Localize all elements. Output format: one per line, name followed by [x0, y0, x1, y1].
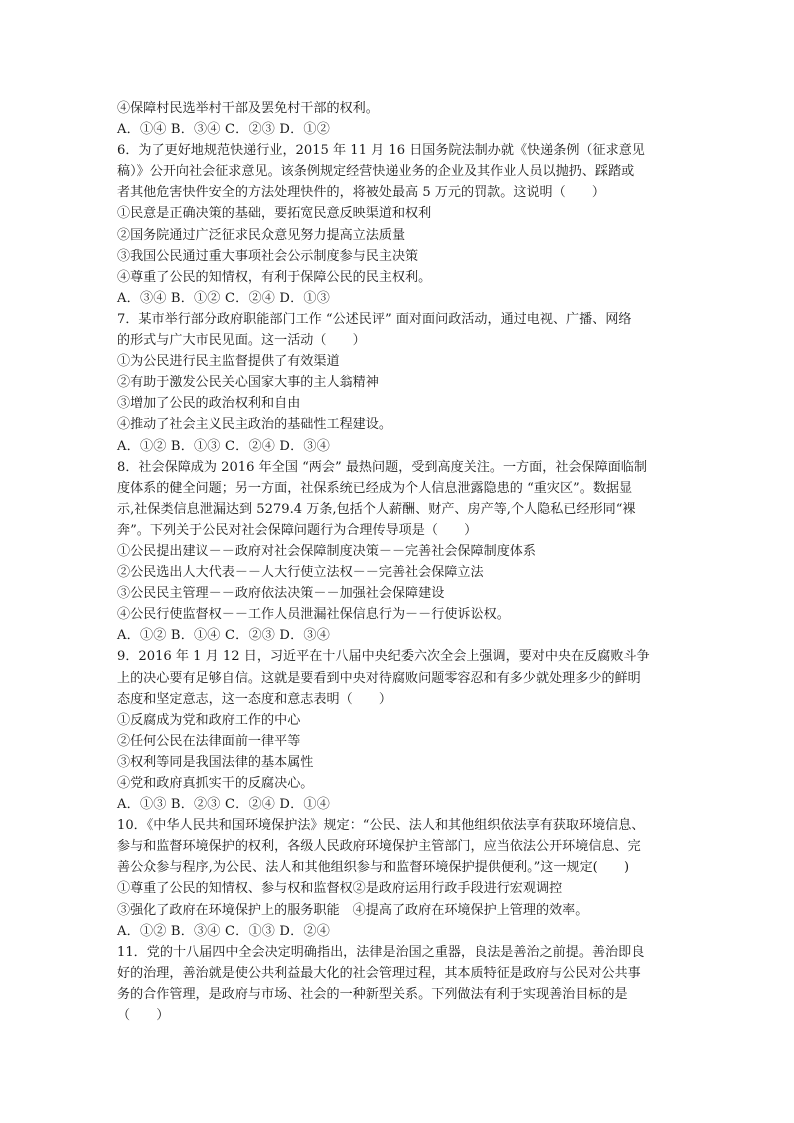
question-9-stem: 态度和坚定意志，这一态度和意志表明（ ）	[117, 691, 392, 707]
question-6-stem: 6．为了更好地规范快递行业，2015 年 11 月 16 日国务院法制办就《快递条例（征求意见	[117, 143, 645, 159]
answer-choices: A．①② B．①④ C．②③ D．③④	[117, 628, 331, 644]
question-11-stem: 好的治理，善治就是使公共利益最大化的社会管理过程，其本质特征是政府与公民对公共事	[117, 965, 641, 981]
question-8-stem: 示,社保类信息泄漏达到 5279.4 万条,包括个人薪酬、财产、房产等,个人隐私已经形同“裸	[117, 501, 636, 517]
answer-choices: A．①③ B．②③ C．②④ D．①④	[117, 797, 331, 813]
option-line: ②任何公民在法律面前一律平等	[117, 733, 301, 749]
option-line: ④尊重了公民的知情权，有利于保障公民的民主权利。	[117, 269, 432, 285]
option-line: ④保障村民选举村干部及罢免村干部的权利。	[117, 101, 379, 116]
option-line: ①公民提出建议－－政府对社会保障制度决策－－完善社会保障制度体系	[117, 543, 536, 559]
document-page	[117, 98, 679, 1026]
option-line: ③公民民主管理－－政府依法决策－－加强社会保障建设	[117, 586, 445, 602]
option-line: ②国务院通过广泛征求民众意见努力提高立法质量	[117, 227, 406, 243]
question-11-stem: （ ）	[117, 1008, 170, 1024]
option-line: ③增加了公民的政治权利和自由	[117, 396, 301, 412]
question-8-stem: 度体系的健全问题；另一方面，社保系统已经成为个人信息泄露隐患的 “重灾区”。数据显	[117, 480, 633, 496]
question-6-stem: 稿）》公开向社会征求意见。该条例规定经营快递业务的企业及其作业人员以抛扔、踩踏或	[117, 164, 635, 180]
question-8-stem: 8．社会保障成为 2016 年全国 “两会” 最热问题，受到高度关注。一方面，社会保障面临制	[117, 459, 647, 475]
question-10-stem: 善公众参与程序,为公民、法人和其他组织参与和监督环境保护提供便利。”这一规定( )	[117, 860, 630, 876]
option-line: ①反腐成为党和政府工作的中心	[117, 712, 301, 728]
question-10-stem: 参与和监督环境保护的权利，各级人民政府环境保护主管部门，应当依法公开环境信息、完	[117, 839, 641, 855]
question-7-stem: 7．某市举行部分政府职能部门工作 “公述民评” 面对面问政活动，通过电视、广播、网络	[117, 311, 632, 327]
question-11-stem: 务的合作管理，是政府与市场、社会的一种新型关系。下列做法有利于实现善治目标的是	[117, 986, 628, 1002]
answer-choices: A．①② B．①③ C．②④ D．③④	[117, 438, 331, 454]
option-line: ②公民选出人大代表－－人大行使立法权－－完善社会保障立法	[117, 565, 484, 581]
option-line: ①为公民进行民主监督提供了有效渠道	[117, 354, 340, 370]
option-line: ③我国公民通过重大事项社会公示制度参与民主决策	[117, 248, 419, 264]
question-8-stem: 奔”。下列关于公民对社会保障问题行为合理传导项是（ ）	[117, 522, 478, 538]
option-line: ①尊重了公民的知情权、参与权和监督权②是政府运用行政手段进行宏观调控	[117, 881, 563, 897]
question-11-stem: 11．党的十八届四中全会决定明确指出，法律是治国之重器，良法是善治之前提。善治即良	[117, 944, 645, 960]
option-line: ③强化了政府在环境保护上的服务职能 ④提高了政府在环境保护上管理的效率。	[117, 902, 589, 918]
question-9-stem: 9．2016 年 1 月 12 日，习近平在十八届中央纪委六次全会上强调，要对中央在反腐败斗争	[117, 649, 650, 665]
answer-choices: A．①② B．③④ C．①③ D．②④	[117, 923, 331, 939]
question-9-stem: 上的决心要有足够自信。这就是要看到中央对待腐败问题零容忍和有多少就处理多少的鲜明	[117, 670, 641, 686]
question-7-stem: 的形式与广大市民见面。这一活动（ ）	[117, 333, 366, 349]
answer-choices: A．③④ B．①② C．②④ D．①③	[117, 290, 331, 306]
option-line: ④公民行使监督权－－工作人员泄漏社保信息行为－－行使诉讼权。	[117, 607, 510, 623]
answer-choices: A．①④ B．③④ C．②③ D．①②	[117, 122, 331, 138]
option-line: ④推动了社会主义民主政治的基础性工程建设。	[117, 417, 392, 433]
option-line: ②有助于激发公民关心国家大事的主人翁精神	[117, 375, 379, 391]
question-6-stem: 者其他危害快件安全的方法处理快件的，将被处最高 5 万元的罚款。这说明（ ）	[117, 185, 606, 201]
question-10-stem: 10．《中华人民共和国环境保护法》规定：“公民、法人和其他组织依法享有获取环境信息、	[117, 818, 645, 834]
option-line: ①民意是正确决策的基础，要拓宽民意反映渠道和权利	[117, 206, 432, 222]
option-line: ③权利等同是我国法律的基本属性	[117, 754, 314, 770]
option-line: ④党和政府真抓实干的反腐决心。	[117, 776, 314, 791]
